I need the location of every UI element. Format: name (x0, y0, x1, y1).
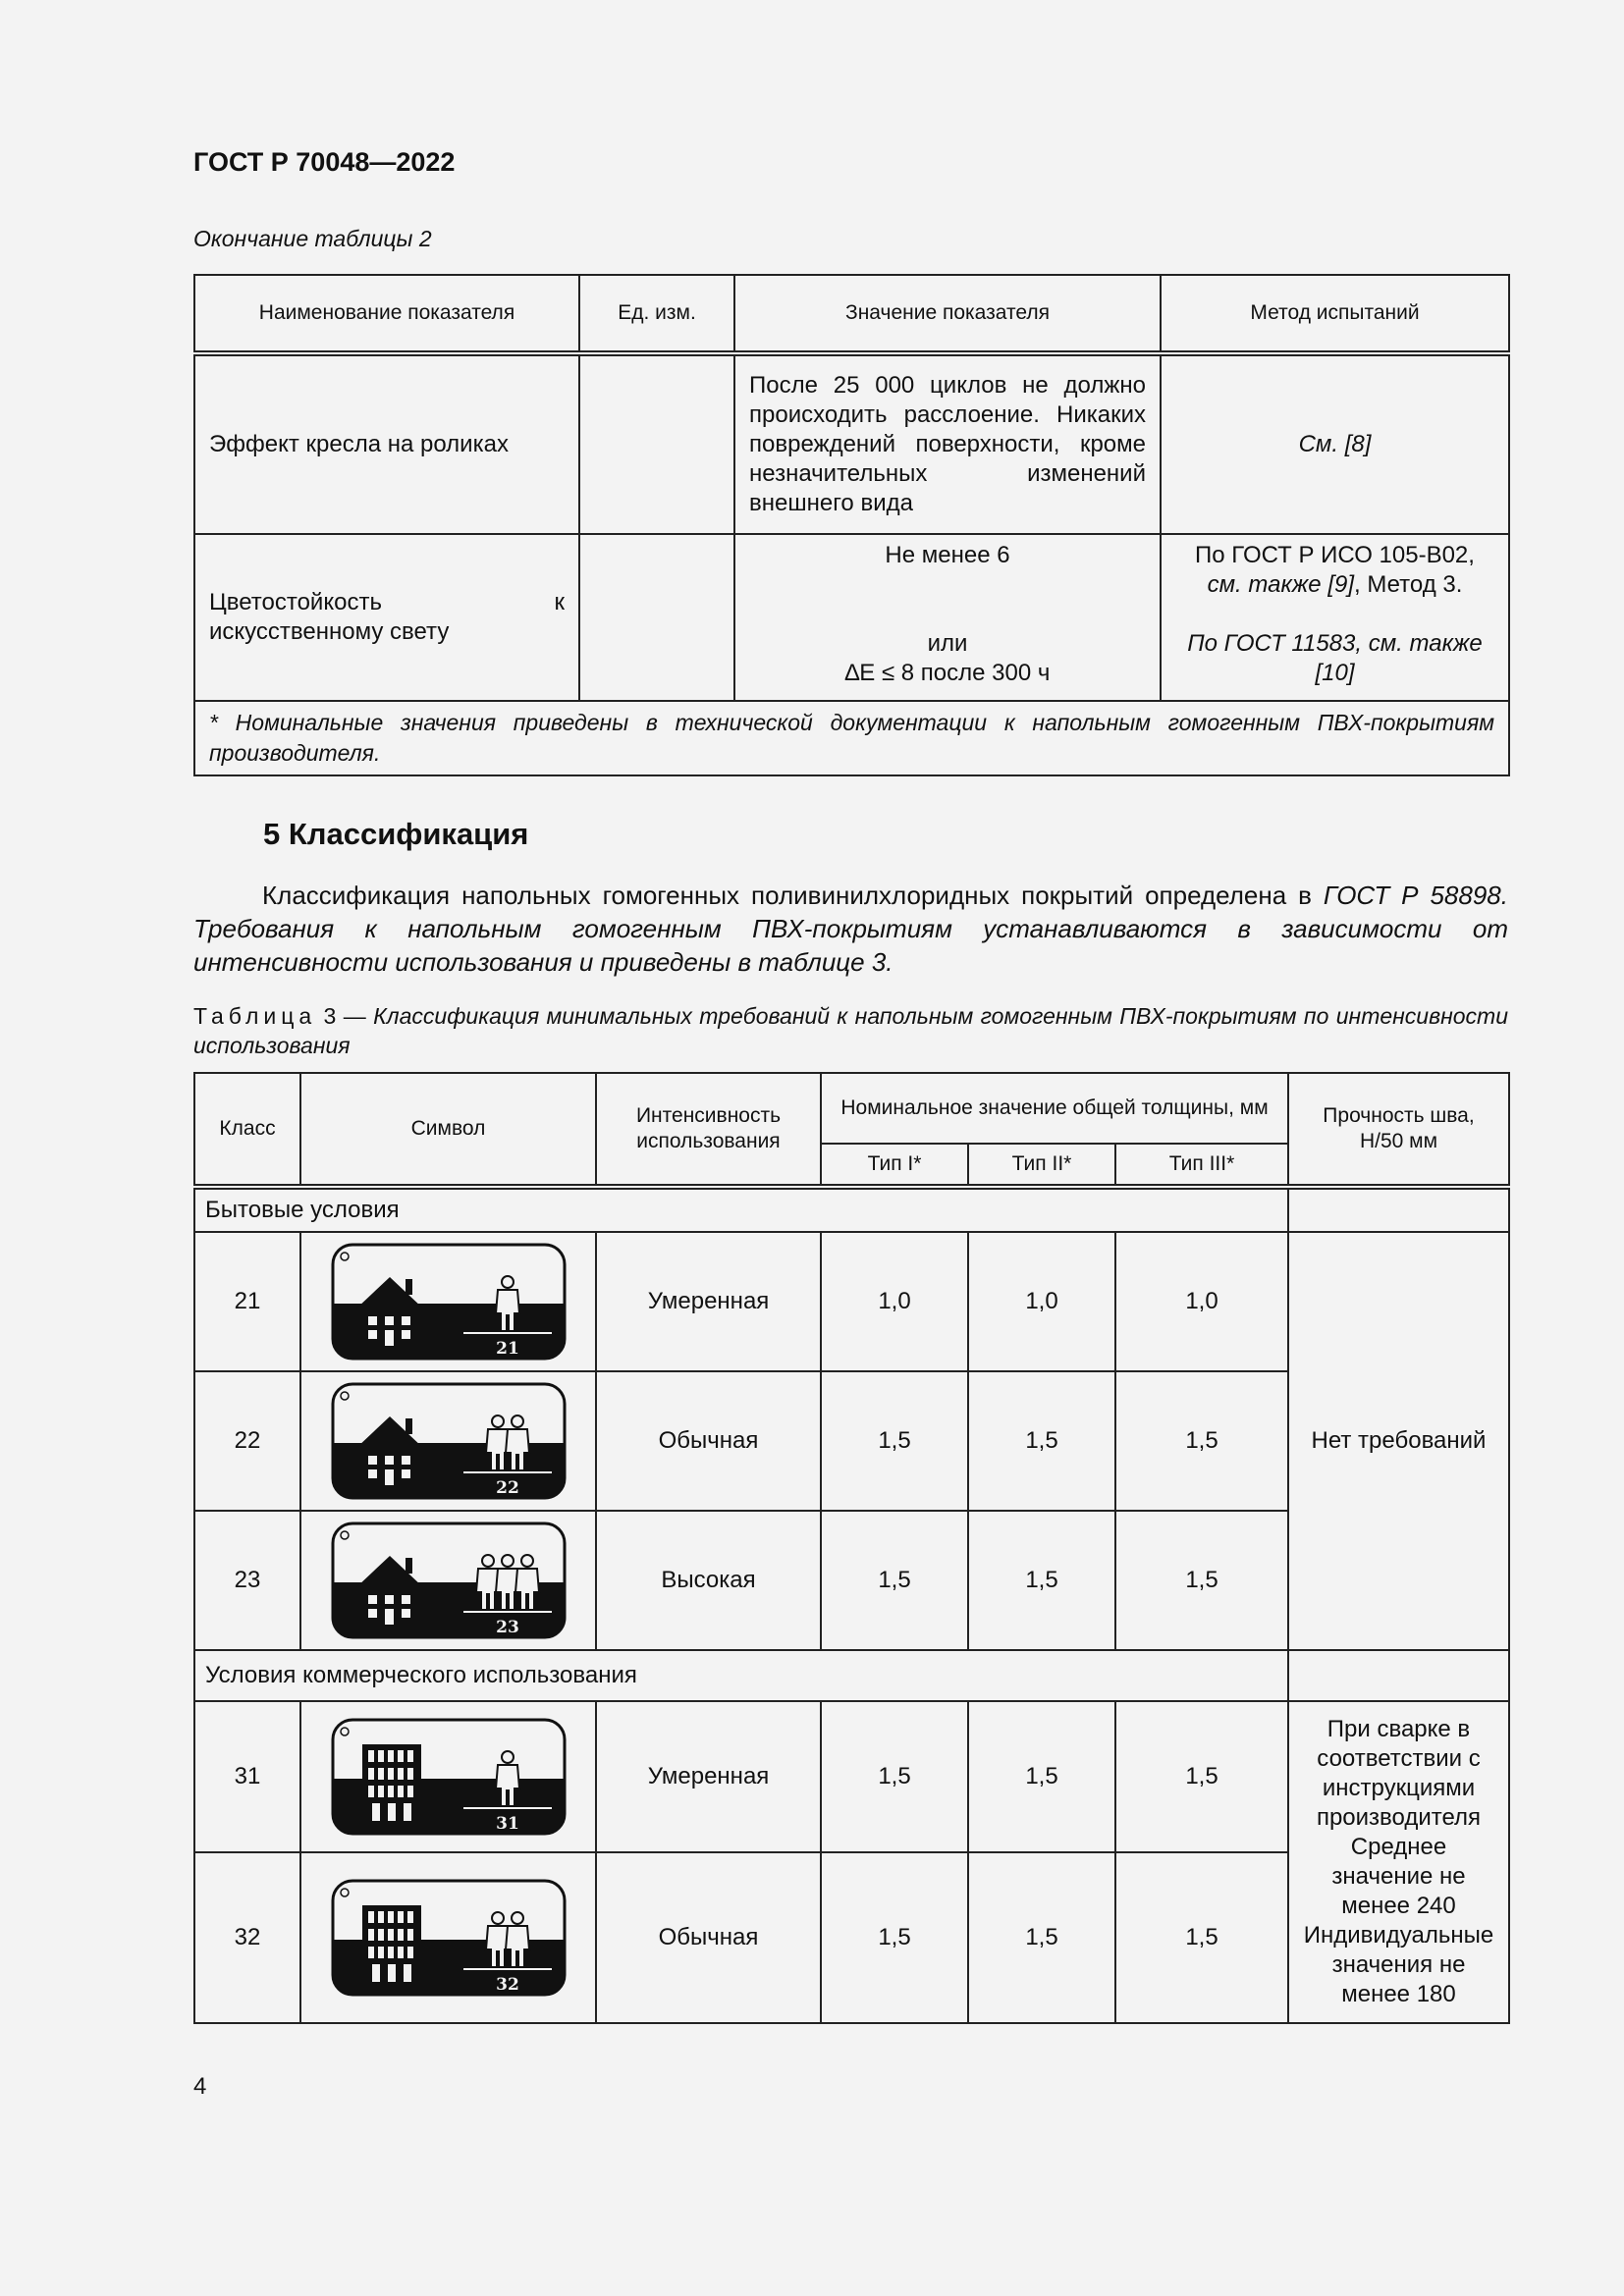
method-ref-tail: , Метод 3. (1354, 571, 1463, 598)
table-3-caption (193, 1001, 1508, 1060)
cell-type-2: 1,5 (968, 1852, 1115, 2023)
method-ref: см. также [9] (1207, 571, 1354, 598)
method-line: По ГОСТ 11583, см. также [10] (1187, 630, 1483, 686)
table-row (194, 353, 1509, 534)
cell-intensity: Обычная (596, 1371, 821, 1511)
cell-symbol (300, 1371, 596, 1511)
value-line: ∆E ≤ 8 после 300 ч (844, 660, 1051, 686)
table-row (194, 1232, 1509, 1371)
cell-class: 22 (194, 1371, 300, 1511)
group-title-empty-cell (1288, 1650, 1509, 1701)
value-line: или (927, 630, 968, 657)
cell-method (1161, 534, 1509, 701)
cell-value: После 25 000 циклов не должно происходить расслоение. Никаких повреждений поверхности, кроме незначительных изменений внешнего вида (734, 353, 1161, 534)
cell-name: Эффект кресла на роликах (194, 353, 579, 534)
section-paragraph (193, 879, 1508, 979)
table-2-header-row (194, 275, 1509, 353)
table-3 (193, 1072, 1510, 2024)
class-31-symbol-icon (331, 1718, 567, 1836)
cell-name: Цветостойкость к искусственному свету (194, 534, 579, 701)
column-header-type-1: Тип I* (821, 1144, 968, 1187)
column-header-intensity: Интенсивность использования (596, 1073, 821, 1187)
column-header-name: Наименование показателя (194, 275, 579, 353)
column-header-seam: Прочность шва, Н/50 мм (1288, 1073, 1509, 1187)
cell-symbol (300, 1701, 596, 1852)
column-header-thickness: Номинальное значение общей толщины, мм (821, 1073, 1288, 1144)
cell-intensity: Умеренная (596, 1232, 821, 1371)
cell-seam-strength: При сварке в соответствии с инструкциями производителя Среднее значение не менее 240 Индивидуальные значения не менее 180 (1288, 1701, 1509, 2023)
svg-text:31: 31 (495, 1814, 519, 1834)
cell-type-2: 1,5 (968, 1701, 1115, 1852)
table-footnote: * Номинальные значения приведены в технической документации к напольным гомогенным ПВХ-покрытиям производителя. (194, 701, 1509, 775)
cell-method: См. [8] (1161, 353, 1509, 534)
class-23-symbol-icon (331, 1522, 567, 1639)
page-number: 4 (193, 2073, 207, 2100)
table-continuation-label: Окончание таблицы 2 (193, 226, 432, 251)
value-line: Не менее 6 (885, 542, 1010, 568)
group-title-domestic: Бытовые условия (194, 1187, 1288, 1232)
cell-type-3: 1,5 (1115, 1371, 1288, 1511)
table-2-footnote-row (194, 701, 1509, 775)
column-header-type-3: Тип III* (1115, 1144, 1288, 1187)
cell-type-2: 1,5 (968, 1511, 1115, 1650)
cell-type-3: 1,5 (1115, 1701, 1288, 1852)
group-title-empty-cell (1288, 1187, 1509, 1232)
section-title: 5 Классификация (263, 817, 529, 851)
cell-type-3: 1,5 (1115, 1852, 1288, 2023)
cell-intensity: Умеренная (596, 1701, 821, 1852)
table-caption-text: Классификация минимальных требований к напольным гомогенным ПВХ-покрытиям по интенсивности использования (193, 1003, 1508, 1058)
cell-symbol (300, 1232, 596, 1371)
cell-value (734, 534, 1161, 701)
method-line: По ГОСТ Р ИСО 105-В02, (1195, 542, 1475, 568)
column-header-type-2: Тип II* (968, 1144, 1115, 1187)
table-label-number: 3 — (316, 1003, 374, 1029)
table-3-header-row (194, 1073, 1509, 1144)
cell-type-2: 1,5 (968, 1371, 1115, 1511)
cell-class: 31 (194, 1701, 300, 1852)
document-header: ГОСТ Р 70048—2022 (193, 147, 456, 177)
group-header-row (194, 1650, 1509, 1701)
column-header-class: Класс (194, 1073, 300, 1187)
cell-intensity: Высокая (596, 1511, 821, 1650)
svg-text:32: 32 (495, 1975, 519, 1995)
cell-unit (579, 534, 734, 701)
group-title-commercial: Условия коммерческого использования (194, 1650, 1288, 1701)
cell-type-1: 1,0 (821, 1232, 968, 1371)
cell-class: 23 (194, 1511, 300, 1650)
group-header-row (194, 1187, 1509, 1232)
table-2 (193, 274, 1510, 776)
table-row (194, 1701, 1509, 1852)
paragraph-text-italic: ГОСТ Р 58898. Требования к напольным гомогенным ПВХ-покрытиям устанавливаются в зависимости от интенсивности использования и приведены в таблице 3. (193, 881, 1508, 977)
column-header-method: Метод испытаний (1161, 275, 1509, 353)
cell-type-2: 1,0 (968, 1232, 1115, 1371)
class-21-symbol-icon (331, 1243, 567, 1361)
cell-type-1: 1,5 (821, 1511, 968, 1650)
cell-unit (579, 353, 734, 534)
cell-class: 21 (194, 1232, 300, 1371)
method-line (1175, 570, 1494, 600)
table-row (194, 534, 1509, 701)
class-32-symbol-icon (331, 1879, 567, 1997)
paragraph-text: Классификация напольных гомогенных поливинилхлоридных покрытий определена в (262, 881, 1324, 910)
cell-intensity: Обычная (596, 1852, 821, 2023)
svg-text:22: 22 (495, 1478, 519, 1498)
column-header-unit: Ед. изм. (579, 275, 734, 353)
cell-symbol (300, 1511, 596, 1650)
svg-text:23: 23 (495, 1618, 519, 1637)
table-label: Таблица (193, 1003, 317, 1029)
svg-text:21: 21 (495, 1339, 519, 1359)
cell-type-1: 1,5 (821, 1852, 968, 2023)
cell-type-3: 1,5 (1115, 1511, 1288, 1650)
cell-class: 32 (194, 1852, 300, 2023)
column-header-symbol: Символ (300, 1073, 596, 1187)
cell-type-3: 1,0 (1115, 1232, 1288, 1371)
class-22-symbol-icon (331, 1382, 567, 1500)
column-header-value: Значение показателя (734, 275, 1161, 353)
cell-type-1: 1,5 (821, 1701, 968, 1852)
cell-type-1: 1,5 (821, 1371, 968, 1511)
cell-symbol (300, 1852, 596, 2023)
cell-seam-strength: Нет требований (1288, 1232, 1509, 1650)
